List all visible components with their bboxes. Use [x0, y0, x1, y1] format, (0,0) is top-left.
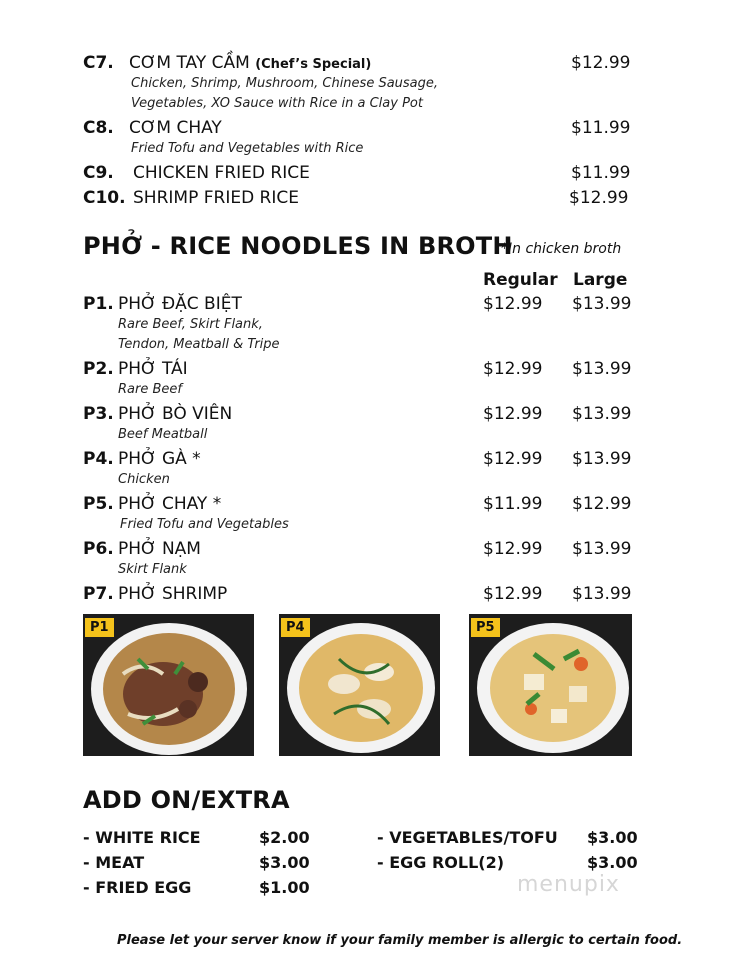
allergy-footer-note: Please let your server know if your family member is allergic to certain food.	[117, 933, 683, 948]
item-name: PHỞ SHRIMP	[118, 584, 228, 604]
item-price-large: $13.99	[572, 404, 632, 424]
photo-pho-ga	[279, 614, 440, 756]
addon-price: $3.00	[259, 853, 310, 872]
item-price-regular: $12.99	[483, 294, 543, 314]
item-name-text: CƠM TAY CẦM	[129, 53, 250, 73]
item-code: P6.	[83, 539, 114, 559]
photo-label: P5	[471, 618, 500, 637]
item-code: P5.	[83, 494, 114, 514]
item-code: C8.	[83, 118, 114, 138]
item-desc: Chicken	[118, 472, 170, 487]
addon-name: - VEGETABLES/TOFU	[377, 828, 558, 847]
item-price: $11.99	[571, 118, 631, 138]
photo-label: P4	[281, 618, 310, 637]
item-name: CHICKEN FRIED RICE	[133, 163, 310, 183]
item-price-large: $12.99	[572, 494, 632, 514]
addon-name: - MEAT	[83, 853, 145, 872]
item-code: P7.	[83, 584, 114, 604]
broth-note: *In chicken broth	[501, 241, 622, 257]
item-code: P3.	[83, 404, 114, 424]
item-code: P2.	[83, 359, 114, 379]
item-code: C9.	[83, 163, 114, 183]
item-price-regular: $12.99	[483, 539, 543, 559]
item-price-regular: $12.99	[483, 404, 543, 424]
addon-section-title: ADD ON/EXTRA	[83, 786, 290, 814]
watermark: menupix	[517, 872, 620, 897]
column-regular: Regular	[483, 270, 558, 290]
item-price-large: $13.99	[572, 449, 632, 469]
item-price-large: $13.99	[572, 359, 632, 379]
item-price-large: $13.99	[572, 584, 632, 604]
item-name: CƠM CHAY	[129, 118, 222, 138]
item-name: SHRIMP FRIED RICE	[133, 188, 299, 208]
item-price: $11.99	[571, 163, 631, 183]
item-price-large: $13.99	[572, 539, 632, 559]
item-desc: Skirt Flank	[118, 562, 187, 577]
item-code: C10.	[83, 188, 126, 208]
item-desc: Beef Meatball	[118, 427, 208, 442]
item-name: PHỞ GÀ *	[118, 449, 201, 469]
item-price: $12.99	[569, 188, 629, 208]
item-name	[129, 53, 371, 73]
item-name: PHỞ CHAY *	[118, 494, 222, 514]
item-desc: Chicken, Shrimp, Mushroom, Chinese Sausage,	[131, 76, 439, 91]
item-name: PHỞ BÒ VIÊN	[118, 404, 233, 424]
item-price-regular: $12.99	[483, 584, 543, 604]
item-price: $12.99	[571, 53, 631, 73]
pho-section-title: PHỞ - RICE NOODLES IN BROTH	[83, 232, 513, 260]
item-code: P4.	[83, 449, 114, 469]
addon-price: $2.00	[259, 828, 310, 847]
addon-price: $1.00	[259, 878, 310, 897]
item-name: PHỞ ĐẶC BIỆT	[118, 294, 242, 314]
photo-pho-dac-biet	[83, 614, 254, 756]
item-desc: Fried Tofu and Vegetables	[120, 517, 289, 532]
addon-price: $3.00	[587, 853, 638, 872]
item-price-large: $13.99	[572, 294, 632, 314]
item-desc: Rare Beef, Skirt Flank,	[118, 317, 263, 332]
item-name: PHỞ TÁI	[118, 359, 188, 379]
column-large: Large	[573, 270, 628, 290]
item-desc: Fried Tofu and Vegetables with Rice	[131, 141, 364, 156]
item-extra: (Chef’s Special)	[255, 57, 372, 72]
addon-name: - EGG ROLL(2)	[377, 853, 505, 872]
item-desc: Rare Beef	[118, 382, 182, 397]
item-desc: Tendon, Meatball & Tripe	[118, 337, 280, 352]
photo-label: P1	[85, 618, 114, 637]
item-code: P1.	[83, 294, 114, 314]
addon-name: - FRIED EGG	[83, 878, 192, 897]
item-price-regular: $12.99	[483, 449, 543, 469]
addon-name: - WHITE RICE	[83, 828, 201, 847]
item-code: C7.	[83, 53, 114, 73]
item-desc: Vegetables, XO Sauce with Rice in a Clay Pot	[131, 96, 423, 111]
photo-pho-chay	[469, 614, 632, 756]
item-price-regular: $11.99	[483, 494, 543, 514]
addon-price: $3.00	[587, 828, 638, 847]
item-price-regular: $12.99	[483, 359, 543, 379]
item-name: PHỞ NẠM	[118, 539, 201, 559]
